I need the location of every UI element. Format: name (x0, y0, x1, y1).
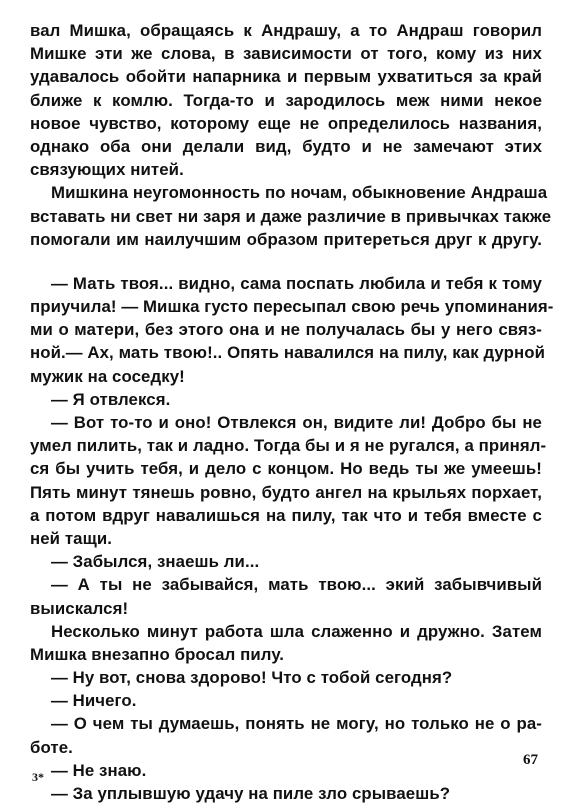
paragraph-first-line: — Мать твоя... видно, сама поспать любила и тебя к тому (51, 273, 542, 293)
dialogue-line: — Ну вот, снова здорово! Что с тобой сегодня? (51, 668, 453, 688)
text-line: ной.— Ах, мать твою!.. Опять навалился на пилу, как дурной (30, 343, 545, 363)
paragraph-first-line: Несколько минут работа шла слаженно и дружно. Затем (51, 621, 542, 641)
text-line: однако оба они делали вид, будто и не замечают этих (30, 136, 542, 156)
paragraph-first-line: Мишкина неугомонность по ночам, обыкновение Андраша (51, 183, 548, 203)
text-line: боте. (30, 737, 73, 757)
text-line: умел пилить, так и ладно. Тогда бы и я не ругался, а принял- (30, 436, 547, 456)
text-line: приучила! — Мишка густо пересыпал свою речь упоминания- (30, 297, 554, 317)
text-line: а потом вдруг навалишься на пилу, так что и тебя вместе с (30, 505, 542, 525)
dialogue-line: — Я отвлекся. (51, 389, 171, 409)
text-line: ся бы учить тебя, и дело с концом. Но ведь ты же умеешь! (30, 459, 542, 479)
text-line: вставать ни свет ни заря и даже различие в привычках также (30, 206, 552, 226)
text-line: помогали им наилучшим образом притереться друг к другу. (30, 229, 542, 249)
page-text-block (30, 19, 554, 805)
text-line: ми о матери, без этого она и не получалась бы у него связ- (30, 320, 542, 340)
text-line: связующих нитей. (30, 160, 184, 180)
text-line: Пять минут тянешь ровно, будто ангел на крыльях порхает, (30, 482, 542, 502)
text-line: новое чувство, которому еще не определилось названия, (30, 113, 542, 133)
text-line: выискался! (30, 598, 129, 618)
dialogue-line: — Забылся, знаешь ли... (51, 552, 260, 572)
text-line: ней тащи. (30, 528, 113, 548)
dialogue-line: — Ничего. (51, 691, 137, 711)
dialogue-line: — Не знаю. (51, 760, 147, 780)
text-line: мужик на соседку! (30, 366, 185, 386)
text-line: вал Мишка, обращаясь к Андрашу, а то Андраш говорил (30, 21, 542, 40)
text-line: ближе к комлю. Тогда-то и зародилось меж ними некое (30, 90, 542, 110)
dialogue-line: — О чем ты думаешь, понять не могу, но только не о ра- (51, 714, 542, 734)
dialogue-line: — За уплывшую удачу на пиле зло срываешь? (51, 784, 451, 803)
page-number: 67 (523, 752, 538, 768)
dialogue-line: — Вот то-то и оно! Отвлекся он, видите ли! Добро бы не (51, 413, 542, 432)
section-gap (30, 251, 542, 272)
dialogue-line: — А ты не забывайся, мать твою... экий забывчивый (51, 575, 542, 595)
text-line: Мишка внезапно бросал пилу. (30, 644, 285, 664)
text-line: удавалось обойти напарника и первым ухватиться за край (30, 67, 542, 87)
text-line: Мишке эти же слова, в зависимости от того, кому из них (30, 44, 542, 64)
signature-mark: 3* (32, 770, 44, 784)
